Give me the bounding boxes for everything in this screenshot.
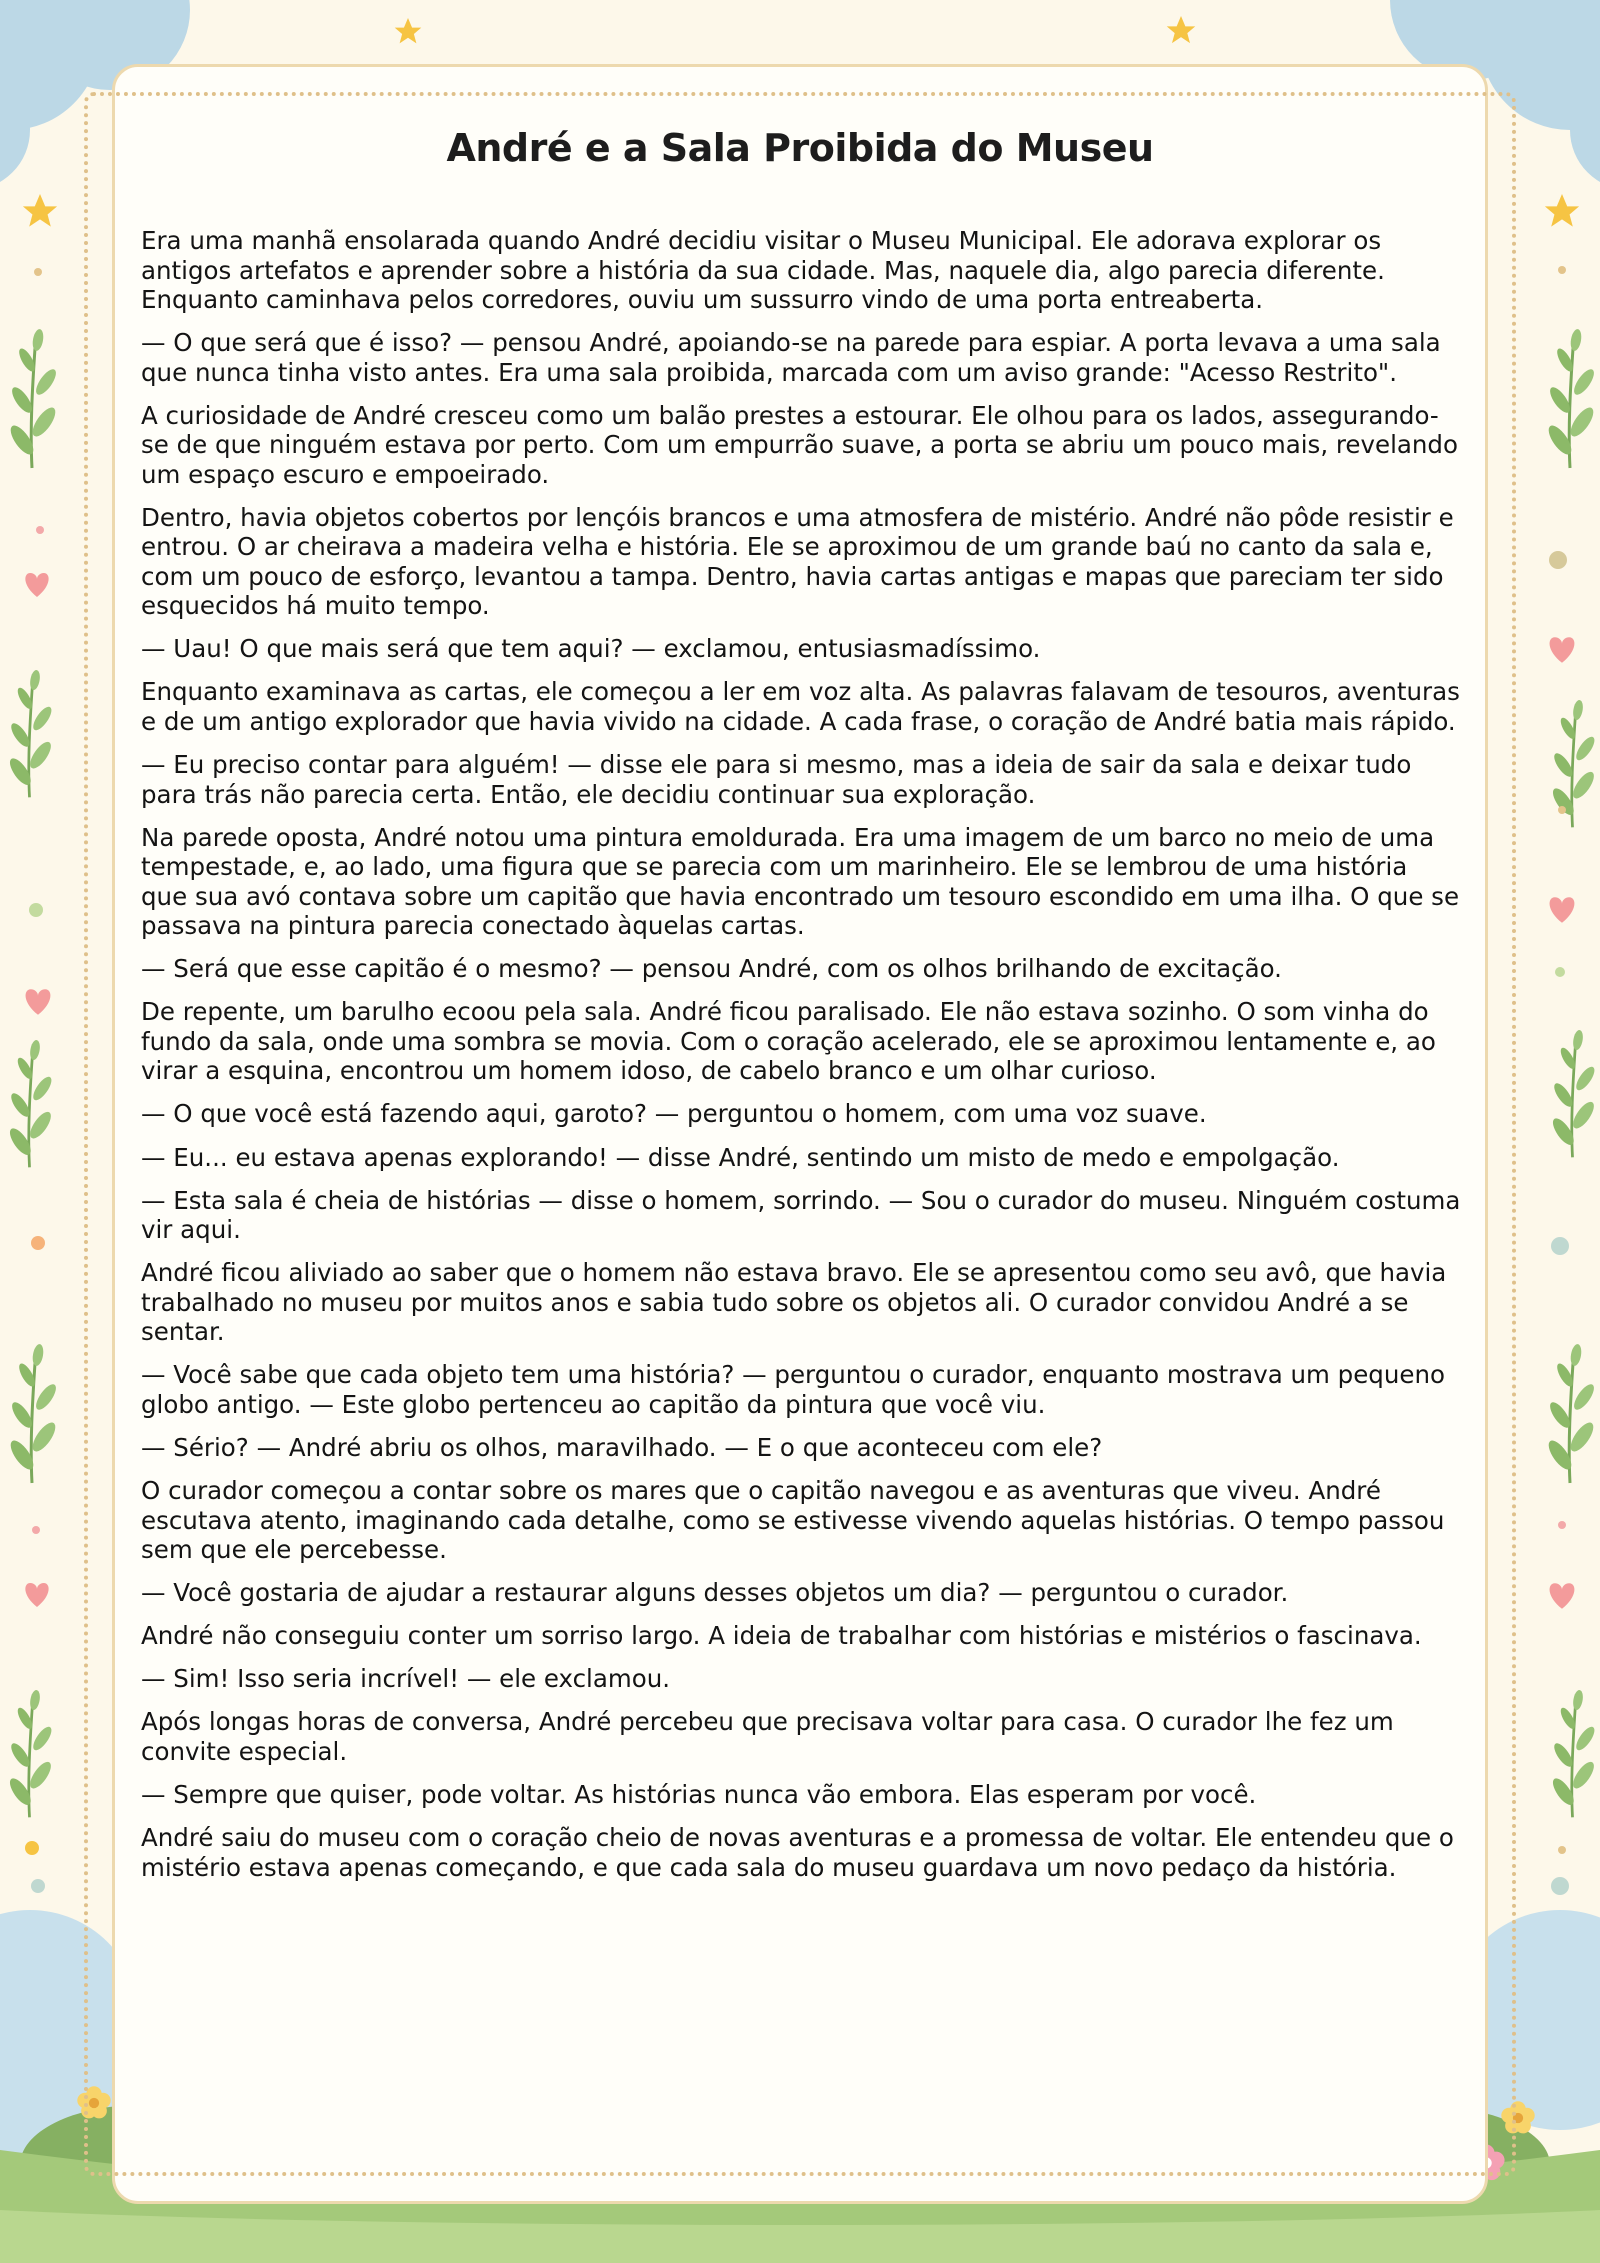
star-icon: [1167, 16, 1196, 43]
story-paragraph: A curiosidade de André cresceu como um balão prestes a estourar. Ele olhou para os lados, assegurando-se de que ninguém estava por perto. Com um empurrão suave, a porta se abriu um pouco mais, revelando um espaço escuro e empoeirado.: [141, 400, 1458, 489]
heart-icon: [1550, 897, 1575, 923]
story-paragraph: André ficou aliviado ao saber que o homem não estava bravo. Ele se apresentou como seu avô, que havia trabalhado no museu por muitos anos e sabia tudo sobre os objetos ali. O curador convidou André a se sentar.: [141, 1258, 1447, 1347]
story-paragraph: — Você sabe que cada objeto tem uma história? — perguntou o curador, enquanto mostrava um pequeno globo antigo. — Este globo pertenceu ao capitão da pintura que você viu.: [141, 1360, 1445, 1419]
story-paragraph: André não conseguiu conter um sorriso largo. A ideia de trabalhar com histórias e mistérios o fascinava.: [141, 1621, 1422, 1651]
story-paragraph: Era uma manhã ensolarada quando André decidiu visitar o Museu Municipal. Ele adorava explorar os antigos artefatos e aprender sobre a história da sua cidade. Mas, naquele dia, algo parecia diferente. Enquanto caminhava pelos corredores, ouviu um sussurro vindo de uma porta entreaberta.: [141, 226, 1385, 314]
story-paragraph: — Você gostaria de ajudar a restaurar alguns desses objetos um dia? — perguntou o curador.: [141, 1578, 1289, 1608]
leaf-icon: [1549, 1029, 1598, 1157]
heart-icon: [25, 573, 48, 597]
story-paragraph: — Eu... eu estava apenas explorando! — disse André, sentindo um misto de medo e empolgação.: [141, 1142, 1340, 1172]
leaf-icon: [6, 1039, 55, 1167]
leaf-icon: [1549, 1689, 1598, 1817]
story-paragraph: Na parede oposta, André notou uma pintura emoldurada. Era uma imagem de um barco no meio de uma tempestade, e, ao lado, uma figura que se parecia com um marinheiro. Ele se lembrou de uma história que sua avó contava sobre um capitão que havia encontrado um tesouro escondido em uma ilha. O que se passava na pintura parecia conectado àquelas cartas.: [141, 822, 1460, 941]
leaf-icon: [1545, 1343, 1598, 1483]
story-paragraph: Após longas horas de conversa, André percebeu que precisava voltar para casa. O curador lhe fez um convite especial.: [141, 1707, 1394, 1766]
story-paragraph: André saiu do museu com o coração cheio de novas aventuras e a promessa de voltar. Ele entendeu que o mistério estava apenas começando, e que cada sala do museu guardava um novo pedaço da história.: [141, 1823, 1454, 1882]
story-paragraph: — Sempre que quiser, pode voltar. As histórias nunca vão embora. Elas esperam por você.: [141, 1779, 1257, 1809]
heart-icon: [1550, 637, 1575, 663]
leaf-icon: [6, 669, 55, 797]
heart-icon: [25, 1583, 48, 1607]
story-paragraph: Enquanto examinava as cartas, ele começou a ler em voz alta. As palavras falavam de tesouros, aventuras e de um antigo explorador que havia vivido na cidade. A cada frase, o coração de André batia mais rápido.: [141, 677, 1460, 736]
story-paragraph: — Esta sala é cheia de histórias — disse o homem, sorrindo. — Sou o curador do museu. Ninguém costuma vir aqui.: [141, 1185, 1461, 1245]
story-body: [141, 226, 1461, 1896]
story-paragraph: O curador começou a contar sobre os mares que o capitão navegou e as aventuras que viveu. André escutava atento, imaginando cada detalhe, como se estivesse vivendo aquelas histórias. O tempo passou sem que ele percebesse.: [141, 1476, 1445, 1564]
story-paragraph: — Será que esse capitão é o mesmo? — pensou André, com os olhos brilhando de excitação.: [141, 954, 1282, 984]
story-paragraph: — Sim! Isso seria incrível! — ele exclamou.: [141, 1664, 671, 1694]
story-paragraph: — O que será que é isso? — pensou André, apoiando-se na parede para espiar. A porta levava a uma sala que nunca tinha visto antes. Era uma sala proibida, marcada com um aviso grande: "Acesso Restrito".: [141, 328, 1441, 387]
story-paragraph: — Uau! O que mais será que tem aqui? — exclamou, entusiasmadíssimo.: [141, 634, 1041, 664]
star-icon: [1545, 194, 1579, 227]
leaf-icon: [7, 328, 60, 468]
leaf-icon: [1549, 699, 1598, 827]
story-title: André e a Sala Proibida do Museu: [446, 126, 1154, 170]
star-icon: [23, 194, 57, 227]
story-paragraph: Dentro, havia objetos cobertos por lençóis brancos e uma atmosfera de mistério. André não pôde resistir e entrou. O ar cheirava a madeira velha e história. Ele se aproximou de um grande baú no canto da sala e, com um pouco de esforço, levantou a tampa. Dentro, havia cartas antigas e mapas que pareciam ter sido esquecidos há muito tempo.: [141, 502, 1454, 621]
leaf-icon: [6, 1689, 55, 1817]
story-paragraph: De repente, um barulho ecoou pela sala. André ficou paralisado. Ele não estava sozinho. O som vinha do fundo da sala, onde uma sombra se movia. Com o coração acelerado, ele se aproximou lentamente e, ao virar a esquina, encontrou um homem idoso, de cabelo branco e um olhar curioso.: [141, 997, 1436, 1086]
story-paragraph: — Sério? — André abriu os olhos, maravilhado. — E o que aconteceu com ele?: [141, 1432, 1103, 1462]
heart-icon: [1550, 1583, 1575, 1609]
story-paragraph: — Eu preciso contar para alguém! — disse ele para si mesmo, mas a ideia de sair da sala e deixar tudo para trás não parecia certa. Então, ele decidiu continuar sua exploração.: [141, 750, 1412, 809]
heart-icon: [26, 989, 51, 1015]
leaf-icon: [1545, 328, 1598, 468]
leaf-icon: [7, 1343, 60, 1483]
star-icon: [395, 18, 422, 43]
story-paragraph: — O que você está fazendo aqui, garoto? — perguntou o homem, com uma voz suave.: [141, 1099, 1207, 1129]
